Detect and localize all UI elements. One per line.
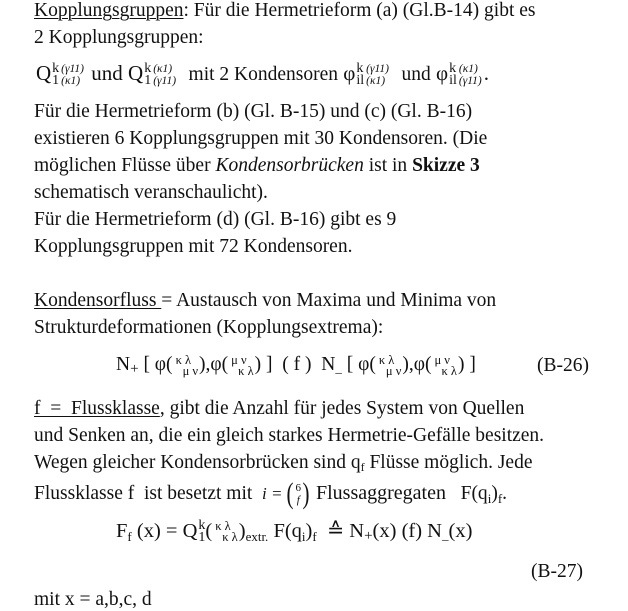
period: . <box>502 483 508 504</box>
sub-f: f <box>360 460 365 474</box>
eq-open: [ φ( <box>346 354 376 375</box>
symbol-N-plus: N <box>116 354 131 375</box>
eq-open: [ φ( <box>143 354 173 375</box>
word-und: und <box>401 64 431 85</box>
para1-text1: : Für die Hermetrieform (a) (Gl.B-14) gibt es <box>183 0 536 21</box>
eq-mid: ),φ( <box>199 354 229 375</box>
eq-close: ) ] <box>457 354 476 375</box>
index-top: (γ11) <box>366 63 390 76</box>
expr-Fq: F(q <box>268 520 302 542</box>
symbol-phi: φ <box>436 61 449 85</box>
sub-f: f <box>312 529 317 544</box>
sub-plus: + <box>130 361 139 377</box>
sub-l: 1 <box>198 530 206 546</box>
equation-b26 <box>116 354 476 377</box>
paren-left: ( <box>286 477 294 510</box>
binom-top: 6 <box>295 482 301 494</box>
sub-il: il <box>356 73 365 89</box>
sub-plus: + <box>364 528 373 544</box>
para2-line6: Kopplungsgruppen mit 72 Kondensoren. <box>34 236 353 257</box>
index-top: κ λ <box>215 519 231 534</box>
sub-minus: _ <box>442 527 449 542</box>
binom-bottom: f <box>296 494 300 506</box>
index-bottom: μ ν <box>182 363 199 378</box>
sub-i: i <box>487 491 492 506</box>
para4-line4-text: Flussklasse f ist besetzt mit <box>34 483 258 504</box>
index-top: μ ν <box>231 352 247 367</box>
sup-k: k <box>144 61 152 77</box>
index-top: (γ11) <box>61 63 85 76</box>
index-bottom: (γ11) <box>458 75 482 88</box>
equation-label-b26: (B-26) <box>537 355 589 376</box>
sup-k: k <box>198 518 206 534</box>
sub-f: f <box>127 529 132 544</box>
para2-line1: Für die Hermetrieform (b) (Gl. B-15) und (c) (Gl. B-16) <box>34 101 473 122</box>
para4-line3-text: Wegen gleicher Kondensorbrücken sind q <box>34 452 361 473</box>
index-top: κ λ <box>378 352 395 367</box>
sup-k: k <box>356 61 364 77</box>
paren-open: ( <box>205 520 213 542</box>
para1-line2: 2 Kopplungsgruppen: <box>34 27 204 48</box>
para4-line4 <box>34 477 508 510</box>
para4-line3-text2: Flüsse möglich. Jede <box>364 452 533 473</box>
index-bottom: μ ν <box>385 363 402 378</box>
formula-kopplungsgruppen <box>36 62 489 87</box>
paren-close: ) <box>238 520 246 542</box>
para2-line4: schematisch veranschaulicht). <box>34 182 268 203</box>
index-bottom: κ λ <box>441 363 457 378</box>
reference-skizze-3: Skizze 3 <box>412 155 480 176</box>
eq-close: ) ] <box>254 354 273 375</box>
para2-line2: existieren 6 Kopplungsgruppen mit 30 Kondensoren. (Die <box>34 128 488 149</box>
symbol-Q: Q <box>128 61 144 85</box>
footer-text: mit x = a,b,c, d <box>34 589 152 610</box>
para4-line3 <box>34 452 532 475</box>
sup-k: k <box>449 61 457 77</box>
symbol-F: F <box>116 520 128 542</box>
para2-line5: Für die Hermetrieform (d) (Gl. B-16) gibt es 9 <box>34 209 397 230</box>
eq-f: ( f ) <box>282 354 312 375</box>
word-und: und <box>91 61 123 85</box>
eq-text: (x) = Q <box>131 520 198 542</box>
para4-line2: und Senken an, die ein gleich starkes Hermetrie-Gefälle besitzen. <box>34 425 545 446</box>
term-kondensorfluss: Kondensorfluss <box>34 290 162 311</box>
sub-extr: extr. <box>245 529 269 544</box>
binomial-expression <box>262 477 311 510</box>
text-mit-kondensoren: mit 2 Kondensoren <box>188 64 339 85</box>
corresponds-symbol: ≙ N <box>316 520 365 542</box>
sub-l: 1 <box>144 73 152 89</box>
binom-lhs: i = <box>262 484 283 503</box>
index-bottom: (γ11) <box>153 75 177 88</box>
term-kopplungsgruppen: Kopplungsgruppen <box>34 0 184 21</box>
sup-k: k <box>52 61 60 77</box>
sub-minus: _ <box>335 360 342 375</box>
index-bottom: κ λ <box>222 530 238 545</box>
para2-line3-text: möglichen Flüsse über <box>34 155 216 176</box>
paren-close: ) <box>305 520 313 542</box>
sub-i: i <box>301 529 306 544</box>
sub-f: f <box>497 491 503 506</box>
paren-close: ) <box>491 483 498 504</box>
index-top: μ ν <box>434 352 450 367</box>
para1-line1 <box>34 0 535 22</box>
para2-line3 <box>34 155 480 177</box>
equation-b27 <box>116 520 472 544</box>
symbol-Q: Q <box>36 61 52 85</box>
index-bottom: (κ1) <box>366 75 386 88</box>
para4-text1: , gibt die Anzahl für jedes System von Quellen <box>159 398 525 419</box>
term-kondensorbruecken: Kondensorbrücken <box>215 155 364 176</box>
equation-label-b27: (B-27) <box>531 561 583 582</box>
eq-rest: (x) (f) N <box>372 520 442 542</box>
symbol-phi: φ <box>343 61 356 85</box>
para3-line1 <box>34 290 496 312</box>
period: . <box>483 61 490 85</box>
para3-text1: = Austausch von Maxima und Minima von <box>161 290 497 311</box>
index-top: (κ1) <box>458 63 478 76</box>
index-bottom: κ λ <box>238 363 254 378</box>
para2-line3-text2: ist in <box>363 155 413 176</box>
para4-line1 <box>34 398 524 420</box>
index-top: (κ1) <box>153 63 173 76</box>
para4-line4-text2: Flussaggregaten <box>310 482 446 504</box>
term-flussklasse: f = Flussklasse <box>34 398 160 419</box>
index-bottom: (κ1) <box>61 75 81 88</box>
para3-line2: Strukturdeformationen (Kopplungsextrema): <box>34 317 384 338</box>
expr-F: F(q <box>460 483 488 504</box>
index-top: κ λ <box>175 352 192 367</box>
paren-right: ) <box>302 477 310 510</box>
symbol-N-minus: N <box>321 354 336 375</box>
eq-mid: ),φ( <box>402 354 432 375</box>
eq-end: (x) <box>448 520 473 542</box>
sub-il: il <box>449 73 457 89</box>
sub-l: 1 <box>52 73 60 89</box>
